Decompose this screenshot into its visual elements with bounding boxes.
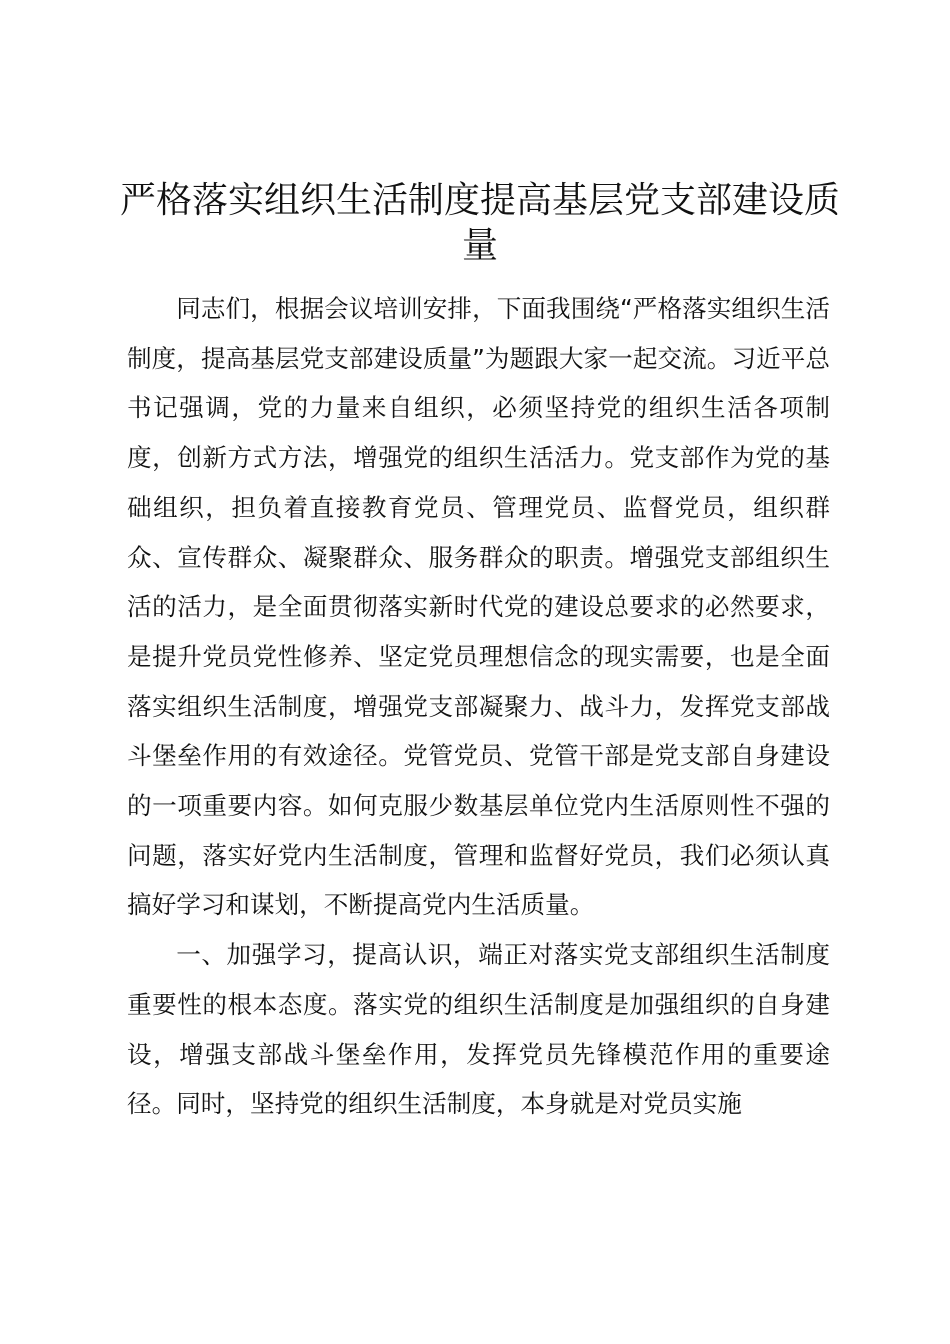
document-body xyxy=(127,284,830,1129)
paragraph-intro: 同志们，根据会议培训安排，下面我围绕“严格落实组织生活制度，提高基层党支部建设质量”为题跟大家一起交流。习近平总书记强调，党的力量来自组织，必须坚持党的组织生活各项制度，创新方式方法，增强党的组织生活活力。党支部作为党的基础组织，担负着直接教育党员、管理党员、监督党员，组织群众、宣传群众、凝聚群众、服务群众的职责。增强党支部组织生活的活力，是全面贯彻落实新时代党的建设总要求的必然要求，是提升党员党性修养、坚定党员理想信念的现实需要，也是全面落实组织生活制度，增强党支部凝聚力、战斗力，发挥党支部战斗堡垒作用的有效途径。党管党员、党管干部是党支部自身建设的一项重要内容。如何克服少数基层单位党内生活原则性不强的问题，落实好党内生活制度，管理和监督好党员，我们必须认真搞好学习和谋划，不断提高党内生活质量。 xyxy=(127,294,830,920)
document-title: 严格落实组织生活制度提高基层党支部建设质量 xyxy=(120,180,841,266)
paragraph-section-1: 一、加强学习，提高认识，端正对落实党支部组织生活制度重要性的根本态度。落实党的组织生活制度是加强组织的自身建设，增强支部战斗堡垒作用，发挥党员先锋模范作用的重要途径。同时，坚持党的组织生活制度，本身就是对党员实施 xyxy=(127,940,830,1119)
